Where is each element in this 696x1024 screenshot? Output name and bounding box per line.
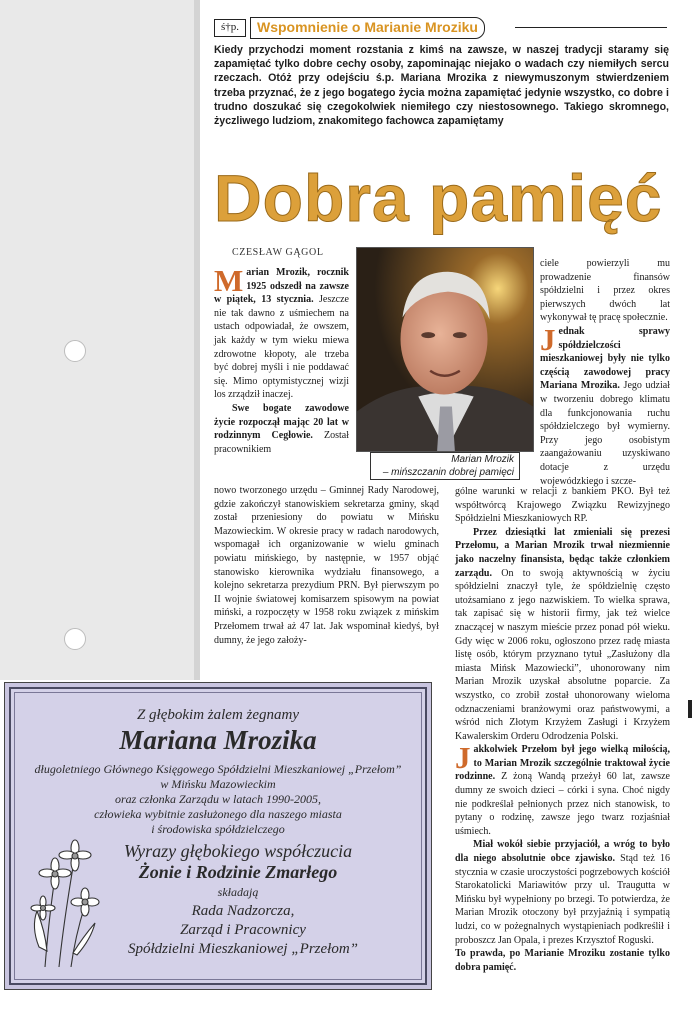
article-paragraph-1 xyxy=(214,263,349,402)
binder-hole-top xyxy=(64,340,86,362)
article-paragraph-7 xyxy=(455,947,670,974)
obituary-notice xyxy=(4,682,432,990)
article-paragraph-4 xyxy=(455,526,670,744)
drop-cap: J xyxy=(540,321,556,357)
obituary-family: Żonie i Rodzinie Zmarłego xyxy=(138,862,338,882)
scan-margin-strip xyxy=(0,0,200,680)
obituary-frame xyxy=(9,687,427,985)
obituary-desc-line: człowieka wybitnie zasłużonego dla naszego miasta xyxy=(94,807,342,821)
lead-in-bold: akkolwiek Przełom był jego wielką miłością, to Marian Mrozik szczególnie traktował życie rodzinne. xyxy=(455,744,670,783)
lead-in-bold: Miał wokół siebie przyjaciół, a wróg to było dla niego absolutnie obce zjawisko. xyxy=(455,839,670,865)
portrait-photo xyxy=(356,247,534,452)
paragraph-text: Jeszcze nie tak dawno z uśmiechem na ustach odpowiadał, że owszem, jak każdy w tym wieku miewa zdrowotne kłopoty, ale trzeba być dobrej myśli i nie poddawać się. Mimo optymistycznej wizji los zrządził inaczej. xyxy=(214,294,349,401)
article-column-1-top xyxy=(214,263,349,456)
obituary-offered: składają xyxy=(217,885,259,899)
obituary-signatory: Zarząd i Pracownicy xyxy=(180,922,306,938)
article-paragraph-2-cont: nowo tworzonego urzędu – Gminnej Rady Narodowej, gdzie zakończył stanowiskiem sekretarza gminy, skąd został przeniesiony do powiatu w Mińsku Mazowieckim. W okresie pracy w radach narodowych, wspomagał ich organizowanie w wielu gminach powiatu mińskiego, by następnie, w 1957 objąć stanowisko kierownika wydziału finansowego, a kolejno sekretarza prezydium PRN. Był pierwszym po II wojnie światowej komisarzem spisowym na powiat miński, a rozpoczęty w 1958 roku związek z mińskim Przełomem trwał aż 47 lat. Jak wspominał kiedyś, był dumny, że jego założy- xyxy=(214,485,439,646)
drop-cap: J xyxy=(455,740,471,776)
photo-caption xyxy=(370,452,520,480)
lead-in-bold: Swe bogate zawodowe życie rozpoczął mając 20 lat w rodzinnym Cegłowie. xyxy=(214,402,349,442)
scan-edge xyxy=(194,0,200,680)
header-rule xyxy=(515,27,667,28)
lead-paragraph: Kiedy przychodzi moment rozstania z kimś na zawsze, w naszej tradycji staramy się zapamiętać tylko dobre cechy osoby, zapominając niejako o wadach czy niemiłych sercu rzeczach. Otóż przy odejściu ś.p. Mariana Mrozika z niewymuszonym stwierdzeniem trzeba przyznać, że z jego bogatego życia można zapamiętać jedynie wszystko, co dobre i trudno doszukać się czegokolwiek niemiłego czy niestosownego. Takiego skromnego, życzliwego ludziom, znakomitego fachowca zapamiętamy xyxy=(214,44,669,128)
article-paragraph-3a: ciele powierzyli mu prowadzenie finansów spółdzielni i przez okres pierwszych dwóch lat wykonywał tę pracę społecznie. xyxy=(540,258,670,324)
section-title: Wspomnienie o Marianie Mroziku xyxy=(250,17,485,39)
lead-in-bold: arian Mrozik, rocznik 1925 odszedł na zawsze w piątek, 13 stycznia. xyxy=(214,267,349,306)
article-paragraph-5 xyxy=(455,740,670,838)
obituary-desc-line: długoletniego Głównego Księgowego Spółdzielni Mieszkaniowej „Przełom” xyxy=(34,762,402,776)
scan-mark xyxy=(688,700,692,718)
binder-hole-bottom xyxy=(64,628,86,650)
obituary-description xyxy=(11,762,425,837)
closing-line: To prawda, po Marianie Mroziku zostanie tylko dobra pamięć. xyxy=(455,948,670,973)
obituary-desc-line: oraz członka Zarządu w latach 1990-2005, xyxy=(114,792,321,806)
paragraph-text: Jego udział w tworzeniu dobrego klimatu dla funkcjonowania ruchu spółdzielczego był wymierny. Przy jego osobistym zaangażowaniu uzyskiwano dotacje z urzędu wojewódzkiego i szcze- xyxy=(540,380,670,487)
article-column-2 xyxy=(455,485,670,974)
caption-name: Marian Mrozik xyxy=(451,454,514,465)
obituary-name: Mariana Mrozika xyxy=(119,725,317,755)
article-column-1-bottom xyxy=(214,484,439,647)
paragraph-text: On to swoją aktywnością w życiu spółdzielni znaczył tyle, że spółdzielnię często utożsamiano z jego nazwiskiem. To wielka sprawa, tak zapisać się w historii firmy, jak też wielce znaczącej w naszym mieście przez ponad pół wieku. Gdy więc w 2006 roku, ogłoszono przez radę miasta listę osób, którym przyznano tytuł „Zasłużony dla miasta Mińsk Mazowiecki”, uhonorowany nim Marian Mrozik uzyskał absolutne poparcie. Za wszystko, co zrobił został uhonorowany wieloma odznaczeniami branżowymi oraz państwowymi, a wśród nich Złotym Krzyżem Zasługi i Krzyżem Kawalerskim Orderu Odrodzenia Polski. xyxy=(455,567,670,742)
article-paragraph-2 xyxy=(214,402,349,456)
caption-description: – mińszczanin dobrej pamięci xyxy=(382,466,514,478)
obituary-condolence: Wyrazy głębokiego współczucia xyxy=(123,841,353,861)
obituary-intro: Z głębokim żalem żegnamy xyxy=(136,707,300,723)
obituary-desc-line: w Mińsku Mazowieckim xyxy=(160,777,276,791)
drop-cap: M xyxy=(214,263,244,298)
byline: CZESŁAW GĄGOL xyxy=(232,247,324,258)
obituary-signatory: Spółdzielni Mieszkaniowej „Przełom” xyxy=(128,941,358,957)
article-column-3 xyxy=(540,257,670,488)
article-paragraph-3 xyxy=(540,321,670,488)
article-paragraph-4a: gólne warunki w relacji z bankiem PKO. Był też współtwórcą Krajowego Związku Rewizyjnego Spółdzielni Mieszkaniowych RP. xyxy=(455,486,670,525)
obituary-desc-line: i środowiska spółdzielczego xyxy=(151,822,285,836)
headline: Dobra pamięć xyxy=(214,161,663,235)
obituary-signatory: Rada Nadzorcza, xyxy=(191,903,295,919)
article-paragraph-6 xyxy=(455,838,670,947)
paragraph-text: Stąd też 16 stycznia w czasie uroczystości pogrzebowych kościół Starokatolicki Mariawitów przy ul. Traugutta w Mińsku był wypełniony po brzegi. To potwierdza, że Marian Mrozik otoczony był przyjaźnią i sympatią ludzi, co w pożegnalnych wystąpieniach podkreślił i proboszcz Jan Opala, i prezes Krzysztof Roguski. xyxy=(455,853,670,946)
paragraph-text: Został pracownikiem xyxy=(214,430,349,455)
paragraph-text: Z żoną Wandą przeżył 60 lat, zawsze dumny ze swoich dzieci – córki i syna. Choć nigdy nie podkreślał pełnionych przez nich stanowisk, to pytany o rodzinę, zawsze jego twarz rozjaśniał uśmiech. xyxy=(455,771,670,837)
lead-in-bold: ednak sprawy spółdzielczości mieszkaniowej były nie tylko częścią zawodowej pracy Mariana Mrozika. xyxy=(540,325,670,392)
flower-bouquet-icon xyxy=(25,827,105,967)
lead-in-bold: Przez dziesiątki lat zmieniali się prezesi Przełomu, a Marian Mrozik trwał niezmiennie jako naczelny finansista, będąc także członkiem zarządu. xyxy=(455,526,670,579)
sp-mark: ś†p. xyxy=(214,19,246,37)
